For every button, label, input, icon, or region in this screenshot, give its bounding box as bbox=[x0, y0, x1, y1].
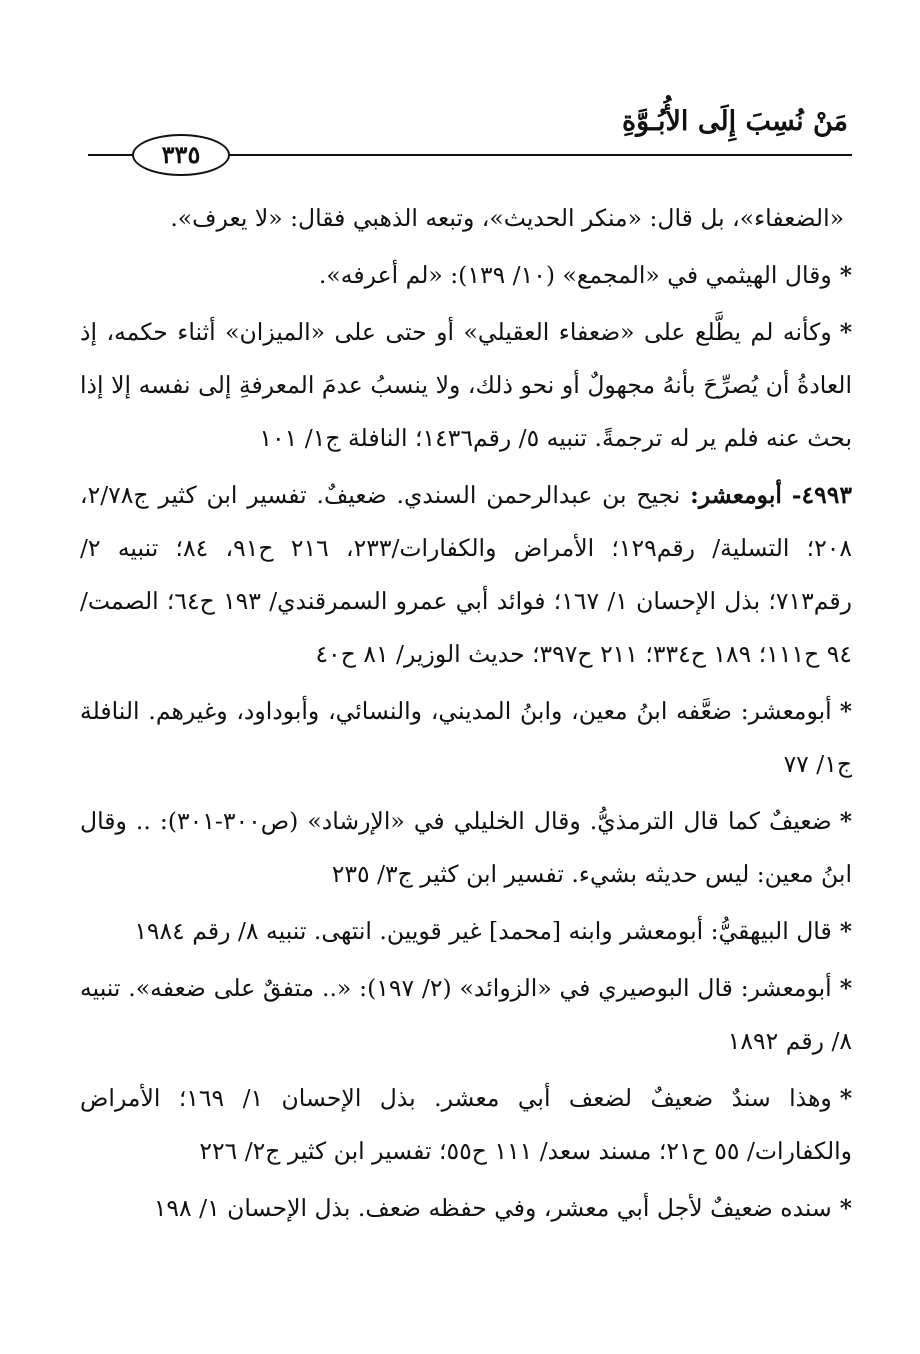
entry-name: أبومعشر: bbox=[690, 481, 782, 509]
paragraph-text: قال البيهقيُّ: أبومعشر وابنه [محمد] غير قويين. انتهى. تنبيه ٨/ رقم ١٩٨٤ bbox=[134, 917, 832, 945]
entry-number: ٤٩٩٣- bbox=[791, 481, 852, 509]
bullet-star: * bbox=[839, 917, 852, 945]
paragraph bbox=[80, 1072, 852, 1178]
bullet-star: * bbox=[839, 1084, 852, 1112]
entry-text: نجيح بن عبدالرحمن السندي. ضعيفٌ. تفسير ابن كثير ج٢/٧٨، ٢٠٨؛ التسلية/ رقم١٢٩؛ الأمراض والكفارات/٢٣٣، ٢١٦ ح٩١، ٨٤؛ تنبيه ٢/ رقم٧١٣؛ بذل الإحسان ١/ ١٦٧؛ فوائد أبي عمرو السمرقندي/ ١٩٣ ح٦٤؛ الصمت/ ٩٤ ح١١١؛ ١٨٩ ح٣٣٤؛ ٢١١ ح٣٩٧؛ حديث الوزير/ ٨١ ح٤٠ bbox=[80, 481, 853, 668]
page-body bbox=[80, 192, 852, 1239]
bullet-star: * bbox=[839, 1194, 852, 1222]
bullet-star: * bbox=[839, 697, 852, 725]
paragraph-text: سنده ضعيفٌ لأجل أبي معشر، وفي حفظه ضعف. بذل الإحسان ١/ ١٩٨ bbox=[153, 1194, 832, 1222]
bullet-star: * bbox=[839, 974, 853, 1002]
bullet-star: * bbox=[839, 261, 852, 289]
bullet-star: * bbox=[839, 807, 852, 835]
running-header-title: مَنْ نُسِبَ إِلَى الأُبُـوَّةِ bbox=[622, 106, 848, 137]
paragraph bbox=[80, 192, 852, 245]
paragraph-text: «الضعفاء»، بل قال: «منكر الحديث»، وتبعه الذهبي فقال: «لا يعرف». bbox=[170, 204, 844, 232]
paragraph bbox=[80, 795, 852, 901]
paragraph-text: وهذا سندٌ ضعيفٌ لضعف أبي معشر. بذل الإحسان ١/ ١٦٩؛ الأمراض والكفارات/ ٥٥ ح٢١؛ مسند سعد/ ١١١ ح٥٥؛ تفسير ابن كثير ج٢/ ٢٢٦ bbox=[80, 1084, 852, 1165]
entry-paragraph bbox=[80, 469, 852, 681]
paragraph bbox=[80, 306, 852, 465]
paragraph-text: وكأنه لم يطَّلع على «ضعفاء العقيلي» أو حتى على «الميزان» أثناء حكمه، إذ العادةُ أن يُصرِّحَ بأنهُ مجهولٌ أو نحو ذلك، ولا ينسبُ عدمَ المعرفةِ إلى نفسه إلا إذا بحث عنه فلم ير له ترجمةً. تنبيه ٥/ رقم١٤٣٦؛ النافلة ج١/ ١٠١ bbox=[80, 318, 852, 452]
bullet-star: * bbox=[839, 318, 852, 346]
paragraph bbox=[80, 685, 852, 791]
paragraph bbox=[80, 905, 852, 958]
paragraph-text: أبومعشر: قال البوصيري في «الزوائد» (٢/ ١٩٧): «.. متفقٌ على ضعفه». تنبيه ٨/ رقم ١٨٩٢ bbox=[80, 974, 852, 1055]
paragraph-text: ضعيفٌ كما قال الترمذيُّ. وقال الخليلي في «الإرشاد» (ص٣٠٠-٣٠١): .. وقال ابنُ معين: ليس حديثه بشيء. تفسير ابن كثير ج٣/ ٢٣٥ bbox=[80, 807, 852, 888]
paragraph-text: أبومعشر: ضعَّفه ابنُ معين، وابنُ المديني، والنسائي، وأبوداود، وغيرهم. النافلة ج١/ ٧٧ bbox=[80, 697, 852, 778]
paragraph bbox=[80, 1182, 852, 1235]
paragraph-text: وقال الهيثمي في «المجمع» (١٠/ ١٣٩): «لم أعرفه». bbox=[318, 261, 832, 289]
paragraph bbox=[80, 249, 852, 302]
paragraph bbox=[80, 962, 852, 1068]
page-number: ٣٣٥ bbox=[132, 134, 230, 176]
